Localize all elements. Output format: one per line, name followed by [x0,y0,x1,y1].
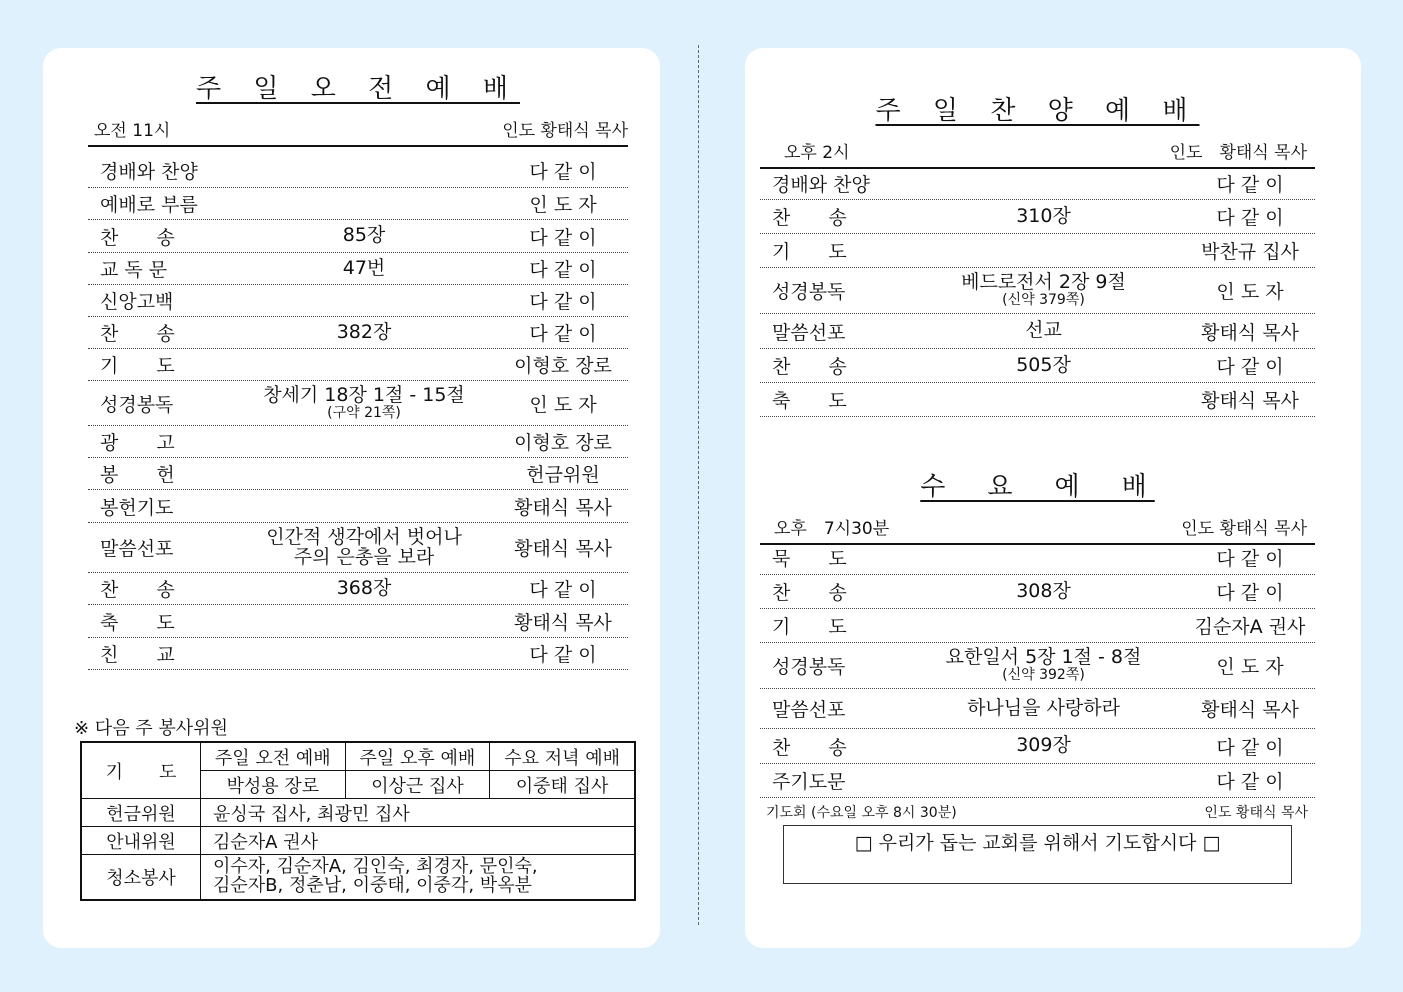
order-detail-main: 382장 [336,320,392,343]
order-row [88,253,628,285]
center-divider [698,45,699,925]
order-leader: 다 같 이 [1216,207,1284,229]
order-item: 찬 송 [772,736,847,759]
order-detail-main: 인간적 생각에서 벗어나 [266,525,462,548]
volunteer-cleaning-line: 김순자B, 정춘남, 이중태, 이중각, 박옥분 [213,875,532,896]
order-item: 친 교 [100,644,175,666]
order-item: 기 도 [772,616,847,638]
order-row [88,349,628,381]
order-item: 말씀선포 [100,538,174,560]
order-row [88,285,628,317]
volunteer-col-wednesday-evening: 수요 저녁 예배 [490,742,635,771]
order-row [760,200,1315,234]
afternoon-service-meta [760,138,1315,169]
volunteer-cleaning-names [201,855,636,901]
order-row [760,764,1315,798]
order-detail-sub: (신약 379쪽) [1002,292,1085,309]
morning-order-list [88,154,628,670]
order-item: 기 도 [772,241,847,263]
order-leader: 인 도 자 [529,393,597,416]
order-row [88,573,628,605]
order-item: 축 도 [100,611,175,634]
order-item: 교 독 문 [100,259,168,281]
order-leader: 다 같 이 [1216,173,1284,196]
prayer-request-box [783,825,1292,884]
order-row [88,523,628,573]
order-detail [230,226,498,246]
volunteer-cleaning-line: 이수자, 김순자A, 김인숙, 최경자, 문인숙, [213,856,538,878]
order-item: 광 고 [100,432,175,454]
volunteer-name: 박성용 장로 [201,771,346,799]
order-item: 찬 송 [100,226,175,249]
order-leader: 다 같 이 [1216,548,1284,570]
order-item: 말씀선포 [772,321,846,344]
order-item: 기 도 [100,355,175,377]
order-row [88,188,628,220]
order-item: 찬 송 [772,582,847,604]
volunteer-cleaning-label: 청소봉사 [81,855,201,901]
order-leader: 다 같 이 [1216,356,1284,378]
prayer-request-text: □ 우리가 돕는 교회를 위해서 기도합시다 □ [854,832,1221,854]
order-detail-main: 요한일서 5장 1절 - 8절 [945,646,1142,669]
order-item: 찬 송 [100,579,175,601]
order-leader: 다 같 이 [1216,582,1284,604]
order-row [760,314,1315,349]
order-detail [902,273,1185,308]
order-detail [230,256,498,279]
order-item: 찬 송 [772,356,847,378]
order-detail-main: 선교 [1025,319,1062,342]
order-row [88,605,628,638]
order-detail-main: 베드로전서 2장 9절 [961,271,1126,294]
prayer-meeting-line [766,802,1308,822]
order-item: 찬 송 [100,323,175,345]
order-item: 축 도 [772,390,847,412]
afternoon-order-list [760,167,1315,417]
order-detail-main: 47번 [342,256,386,279]
order-row [88,426,628,458]
order-detail-main: 368장 [336,576,392,599]
order-leader: 박찬규 집사 [1201,241,1299,263]
order-leader: 이형호 장로 [514,355,612,377]
order-leader: 다 같 이 [529,323,597,345]
order-row [760,383,1315,417]
order-leader: 황태식 목사 [514,611,612,634]
order-row [760,609,1315,643]
order-row [760,268,1315,314]
order-detail-sub: (구약 21쪽) [327,404,401,421]
volunteer-usher-names: 김순자A 권사 [201,827,636,855]
order-detail-main: 310장 [1016,204,1071,227]
order-leader: 다 같 이 [529,579,597,601]
order-leader: 인 도 자 [1216,281,1284,303]
order-row [88,638,628,670]
morning-service-leader: 인도 황태식 목사 [502,121,628,141]
order-leader: 황태식 목사 [1201,321,1299,344]
volunteer-offering-label: 헌금위원 [81,799,201,827]
order-leader: 다 같 이 [1216,771,1284,793]
order-detail [902,204,1185,227]
order-leader: 다 같 이 [529,226,597,249]
volunteer-usher-label: 안내위원 [81,827,201,855]
order-detail-sub: (신약 392쪽) [1002,667,1085,684]
order-detail-sub: 주의 은총을 보라 [293,545,435,568]
prayer-meeting-time: 기도회 (수요일 오후 8시 30분) [766,805,957,821]
order-leader: 황태식 목사 [1201,699,1299,721]
prayer-meeting-leader: 인도 황태식 목사 [1204,805,1308,821]
order-leader: 헌금위원 [526,464,600,486]
order-row [88,154,628,188]
volunteer-name: 이상근 집사 [345,771,490,799]
order-leader: 김순자A 권사 [1194,616,1306,638]
order-item: 찬 송 [772,207,847,229]
order-detail [230,576,498,599]
order-row [760,349,1315,383]
order-leader: 다 같 이 [529,291,597,313]
volunteer-col-sunday-afternoon: 주일 오후 예배 [345,742,490,771]
order-leader: 황태식 목사 [1201,390,1299,412]
order-item: 주기도문 [772,771,846,793]
order-leader: 다 같 이 [529,161,597,183]
order-item: 말씀선포 [772,699,846,721]
order-leader: 인 도 자 [1216,656,1284,678]
order-row [88,490,628,523]
order-row [760,689,1315,729]
order-item: 성경봉독 [772,656,846,678]
afternoon-service-leader: 인도 황태식 목사 [1169,143,1307,163]
order-detail-main: 하나님을 사랑하라 [967,696,1120,719]
order-detail [902,736,1185,756]
order-leader: 다 같 이 [529,259,597,281]
order-detail [902,648,1185,683]
order-detail [230,383,498,421]
morning-service-time: 오전 11시 [94,121,171,141]
volunteer-col-sunday-morning: 주일 오전 예배 [201,742,346,771]
order-item: 묵 도 [772,548,847,570]
order-row [88,317,628,349]
order-detail-main: 505장 [1016,353,1071,376]
volunteers-table [80,741,636,901]
order-leader: 황태식 목사 [514,538,612,560]
afternoon-service-time: 오후 2시 [784,143,850,163]
order-item: 성경봉독 [100,393,174,416]
order-leader: 인 도 자 [529,194,597,216]
order-row [760,234,1315,268]
volunteers-note: ※ 다음 주 봉사위원 [74,718,228,739]
volunteer-offering-names: 윤싱국 집사, 최광민 집사 [201,799,636,827]
order-detail-main: 309장 [1016,734,1071,757]
order-detail-main: 308장 [1016,579,1071,602]
order-detail [230,320,498,343]
wednesday-order-list [760,541,1315,798]
wednesday-service-title: 수 요 예 배 [920,472,1155,502]
morning-service-title: 주 일 오 전 예 배 [195,74,521,104]
volunteer-prayer-label: 기 도 [81,742,201,799]
order-item: 경배와 찬양 [772,173,870,196]
order-row [760,643,1315,689]
order-detail [902,579,1185,602]
wednesday-service-time: 오후 7시30분 [774,519,890,539]
afternoon-service-title: 주 일 찬 양 예 배 [875,96,1200,126]
order-detail [902,353,1185,376]
order-row [88,381,628,426]
order-item: 예배로 부름 [100,194,198,216]
order-row [88,458,628,490]
order-row [88,220,628,253]
order-detail-main: 85장 [342,224,386,247]
volunteer-name: 이중태 집사 [490,771,635,799]
morning-service-meta [88,116,628,147]
order-item: 성경봉독 [772,281,846,303]
order-item: 봉 헌 [100,464,175,486]
order-row [760,729,1315,764]
order-leader: 황태식 목사 [514,496,612,519]
order-item: 신앙고백 [100,291,174,313]
order-item: 봉헌기도 [100,496,174,519]
order-detail [902,696,1185,719]
order-leader: 다 같 이 [529,644,597,666]
order-row [760,575,1315,609]
order-item: 경배와 찬양 [100,161,198,183]
order-detail [230,525,498,568]
order-detail-main: 창세기 18장 1절 - 15절 [263,383,465,406]
order-row [760,167,1315,200]
order-row [760,541,1315,575]
order-leader: 이형호 장로 [514,432,612,454]
order-detail [902,321,1185,341]
wednesday-service-leader: 인도 황태식 목사 [1181,519,1307,539]
order-leader: 다 같 이 [1216,736,1284,759]
